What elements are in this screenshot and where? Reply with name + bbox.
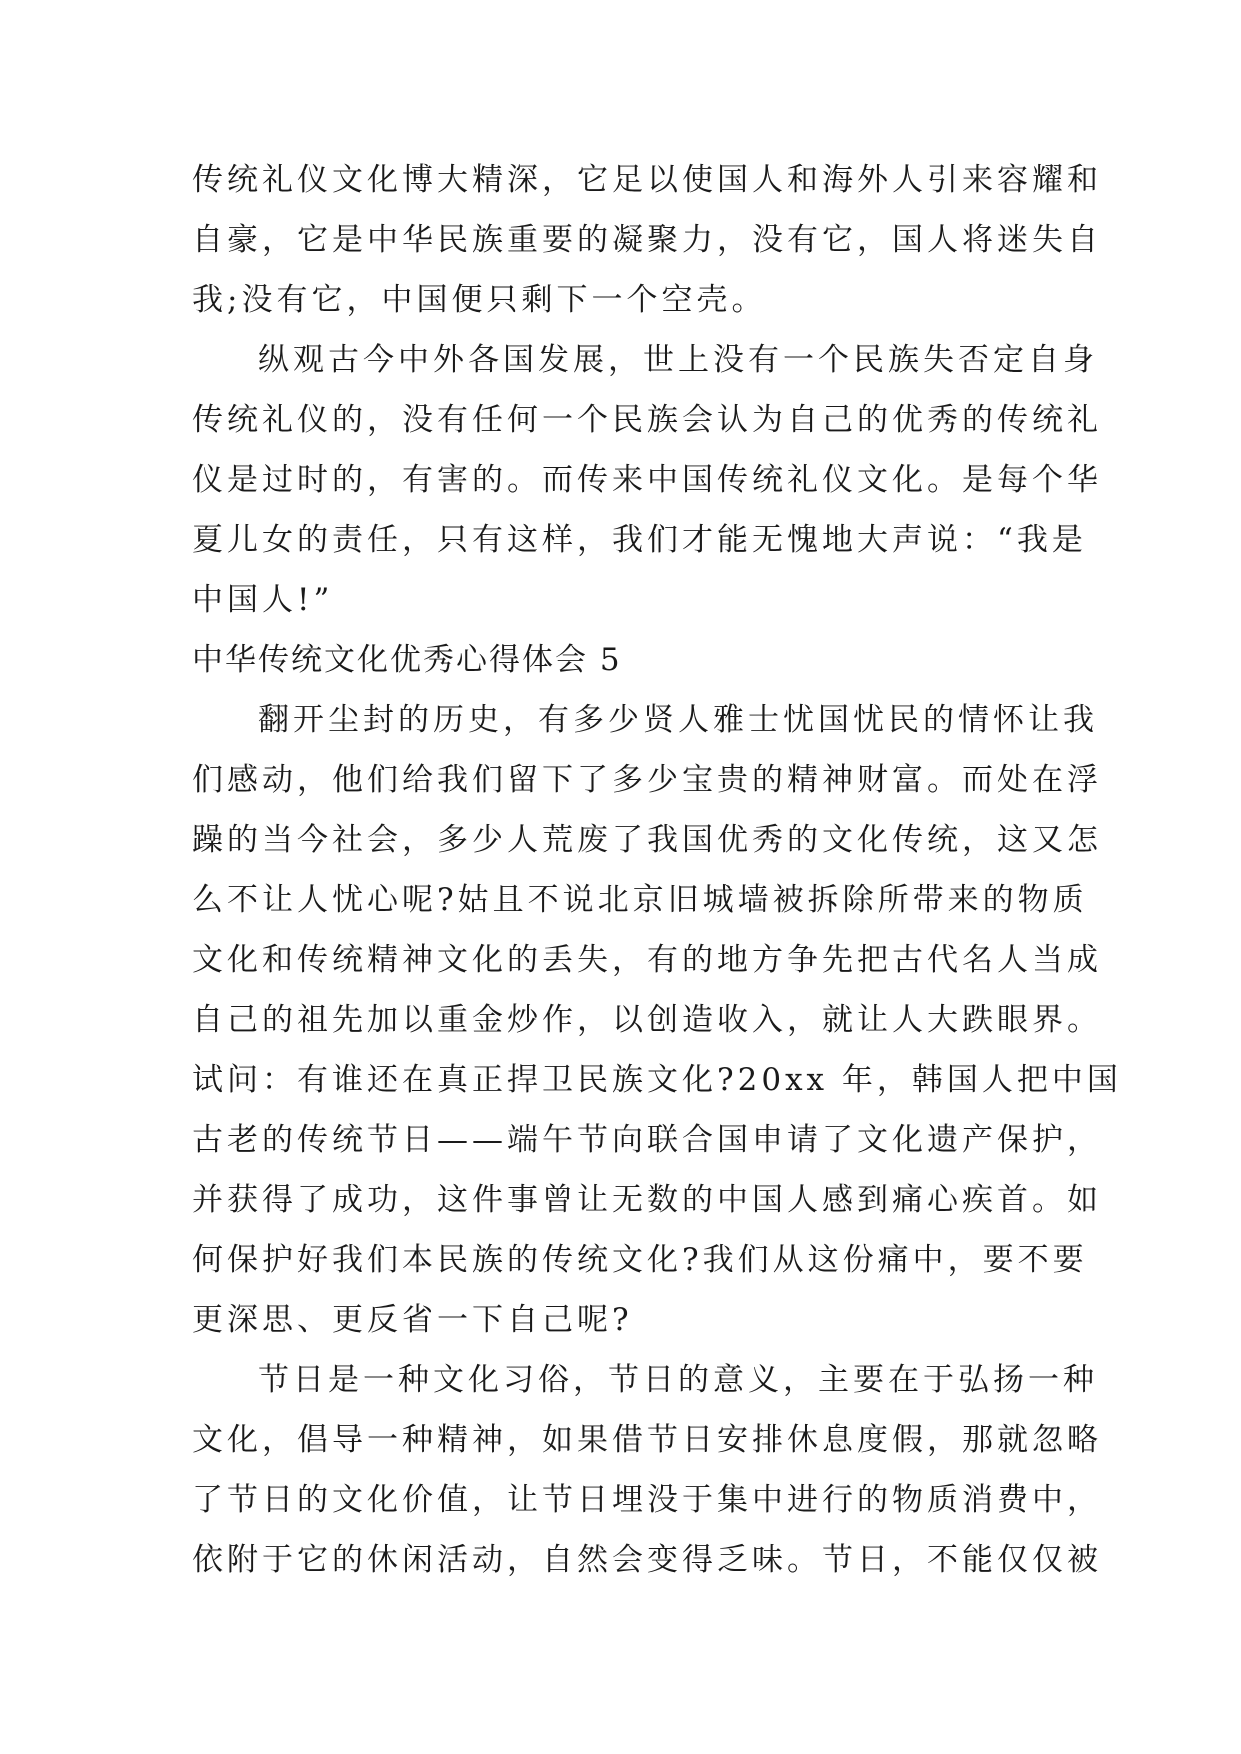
paragraph-first-line: 纵观古今中外各国发展，世上没有一个民族失否定自身: [258, 342, 1098, 378]
body-line: 自豪，它是中华民族重要的凝聚力，没有它，国人将迷失自: [192, 222, 1102, 258]
body-line: 自己的祖先加以重金炒作，以创造收入，就让人大跌眼界。: [192, 1002, 1102, 1038]
body-line: 了节日的文化价值，让节日埋没于集中进行的物质消费中，: [192, 1482, 1102, 1518]
body-line: 何保护好我们本民族的传统文化?我们从这份痛中，要不要: [192, 1242, 1088, 1278]
section-heading: 中华传统文化优秀心得体会 5: [192, 642, 622, 678]
body-line: 传统礼仪文化博大精深，它足以使国人和海外人引来容耀和: [192, 162, 1102, 198]
body-line: 夏儿女的责任，只有这样，我们才能无愧地大声说：“我是: [192, 522, 1087, 558]
body-line: 试问：有谁还在真正捍卫民族文化?20xx 年，韩国人把中国: [192, 1062, 1122, 1098]
body-line: 并获得了成功，这件事曾让无数的中国人感到痛心疾首。如: [192, 1182, 1102, 1218]
body-line: 中国人!”: [192, 582, 334, 618]
body-line: 躁的当今社会，多少人荒废了我国优秀的文化传统，这又怎: [192, 822, 1102, 858]
body-line: 文化，倡导一种精神，如果借节日安排休息度假，那就忽略: [192, 1422, 1102, 1458]
body-line: 们感动，他们给我们留下了多少宝贵的精神财富。而处在浮: [192, 762, 1102, 798]
body-line: 文化和传统精神文化的丢失，有的地方争先把古代名人当成: [192, 942, 1102, 978]
body-line: 更深思、更反省一下自己呢?: [192, 1302, 633, 1338]
paragraph-first-line: 节日是一种文化习俗，节日的意义，主要在于弘扬一种: [258, 1362, 1098, 1398]
body-line: 么不让人忧心呢?姑且不说北京旧城墙被拆除所带来的物质: [192, 882, 1088, 918]
paragraph-first-line: 翻开尘封的历史，有多少贤人雅士忧国忧民的情怀让我: [258, 702, 1098, 738]
body-line: 我;没有它，中国便只剩下一个空壳。: [192, 282, 767, 318]
body-line: 依附于它的休闲活动，自然会变得乏味。节日，不能仅仅被: [192, 1542, 1102, 1578]
body-line: 古老的传统节日——端午节向联合国申请了文化遗产保护，: [192, 1122, 1102, 1158]
body-line: 仪是过时的，有害的。而传来中国传统礼仪文化。是每个华: [192, 462, 1102, 498]
body-line: 传统礼仪的，没有任何一个民族会认为自己的优秀的传统礼: [192, 402, 1102, 438]
